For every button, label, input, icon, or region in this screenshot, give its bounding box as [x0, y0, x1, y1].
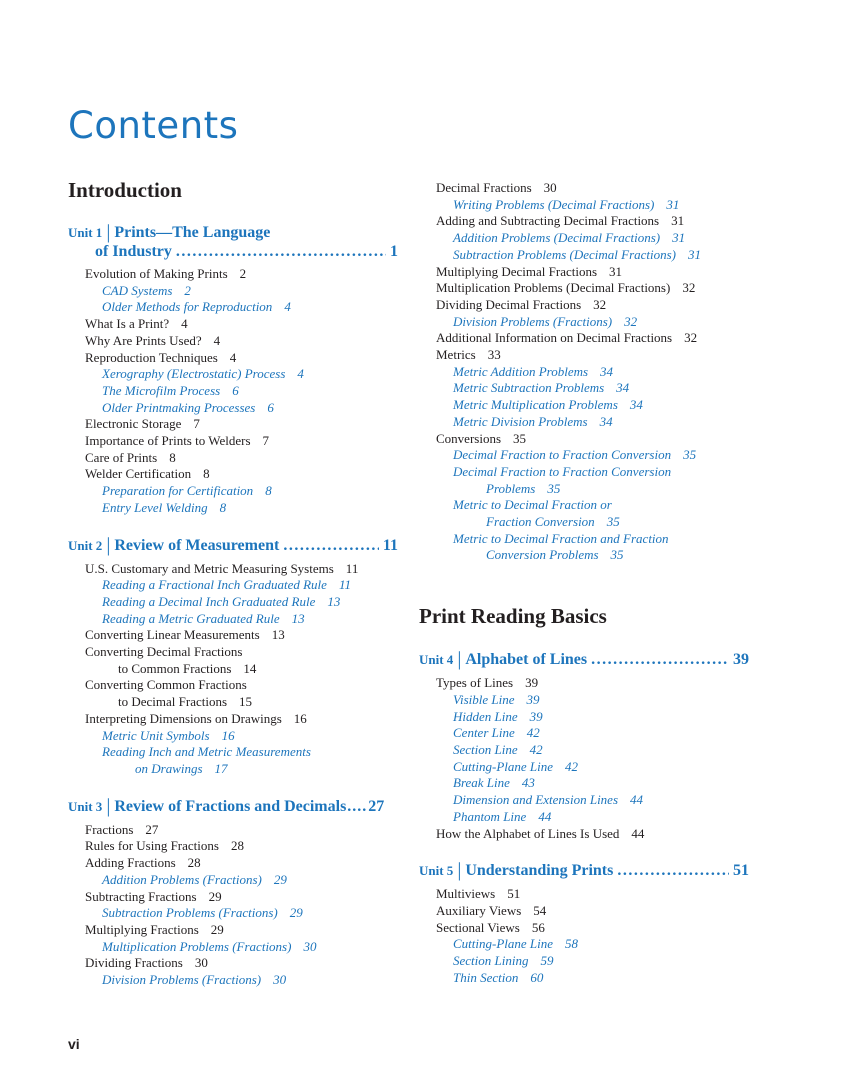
toc-entry[interactable]: Why Are Prints Used? 4 — [85, 332, 221, 348]
toc-entry-continued[interactable]: to Decimal Fractions 15 — [118, 694, 253, 710]
unit-page: 11 — [382, 536, 398, 554]
toc-entry[interactable]: Adding and Subtracting Decimal Fractions 31 — [436, 213, 685, 229]
toc-subentry[interactable]: Multiplication Problems (Fractions) 30 — [102, 938, 317, 954]
toc-entry[interactable]: Multiplication Problems (Decimal Fractions) 32 — [436, 280, 696, 296]
toc-subentry[interactable]: Visible Line 39 — [453, 691, 540, 707]
toc-subentry[interactable]: Metric to Decimal Fraction and Fraction — [453, 530, 669, 546]
toc-subentry[interactable]: Metric Subtraction Problems 34 — [453, 380, 630, 396]
toc-entry[interactable]: Multiplying Decimal Fractions 31 — [436, 263, 623, 279]
toc-subentry[interactable]: Subtraction Problems (Fractions) 29 — [102, 905, 303, 921]
toc-subentry[interactable]: Decimal Fraction to Fraction Conversion 35 — [453, 447, 697, 463]
toc-subentry[interactable]: Metric Division Problems 34 — [453, 413, 613, 429]
toc-entry[interactable]: Interpreting Dimensions on Drawings 16 — [85, 710, 307, 726]
unit-1-entries — [68, 266, 398, 517]
toc-subentry[interactable]: Break Line 43 — [453, 775, 535, 791]
toc-entry[interactable]: Rules for Using Fractions 28 — [85, 838, 244, 854]
toc-subentry[interactable]: Cutting-Plane Line 58 — [453, 936, 579, 952]
toc-subentry[interactable]: Preparation for Certification 8 — [102, 483, 272, 499]
unit-title-continued: of Industry — [95, 243, 172, 260]
unit-3-heading[interactable]: Unit 3 | Review of Fractions and Decimals ..... 27 — [68, 794, 398, 817]
toc-subentry[interactable]: Reading Inch and Metric Measurements — [102, 744, 311, 760]
toc-subentry[interactable]: Dimension and Extension Lines 44 — [453, 792, 644, 808]
unit-title: Alphabet of Lines — [465, 651, 588, 669]
section-heading-introduction: Introduction — [68, 178, 182, 202]
unit-page: 39 — [733, 651, 749, 669]
toc-subentry[interactable]: Cutting-Plane Line 42 — [453, 758, 579, 774]
unit-1-heading[interactable]: Unit 1 | Prints—The Language of Industry ..... 1 — [68, 220, 398, 261]
toc-subentry-continued[interactable]: on Drawings 17 — [135, 760, 228, 776]
toc-entry[interactable]: Decimal Fractions 30 — [436, 180, 557, 195]
toc-subentry[interactable]: Entry Level Welding 8 — [102, 499, 227, 515]
toc-entry[interactable]: Additional Information on Decimal Fractions 32 — [436, 330, 698, 346]
toc-subentry-continued[interactable]: Conversion Problems 35 — [486, 547, 624, 563]
toc-entry[interactable]: Subtracting Fractions 29 — [85, 888, 222, 904]
unit-title: Review of Measurement — [114, 536, 280, 554]
toc-subentry[interactable]: Section Line 42 — [453, 741, 543, 757]
toc-subentry[interactable]: Metric Addition Problems 34 — [453, 363, 614, 379]
unit-2-entries — [68, 561, 398, 778]
toc-subentry[interactable]: Thin Section 60 — [453, 969, 544, 985]
unit-label: Unit 3 — [68, 798, 103, 814]
toc-subentry-continued[interactable]: Fraction Conversion 35 — [486, 514, 620, 530]
toc-subentry[interactable]: Hidden Line 39 — [453, 708, 543, 724]
toc-subentry[interactable]: Xerography (Electrostatic) Process 4 — [102, 366, 304, 382]
unit-title: Review of Fractions and Decimals — [114, 797, 347, 815]
toc-entry[interactable]: Auxiliary Views 54 — [436, 902, 547, 918]
toc-entry[interactable]: Electronic Storage 7 — [85, 416, 200, 432]
toc-entry[interactable]: Evolution of Making Prints 2 — [85, 266, 247, 281]
toc-entry[interactable]: Converting Decimal Fractions — [85, 644, 243, 660]
unit-page: 1 — [390, 243, 398, 260]
toc-entry-continued[interactable]: to Common Fractions 14 — [118, 660, 257, 676]
toc-subentry[interactable]: Writing Problems (Decimal Fractions) 31 — [453, 196, 680, 212]
toc-subentry[interactable]: Center Line 42 — [453, 725, 540, 741]
toc-subentry[interactable]: Phantom Line 44 — [453, 808, 552, 824]
toc-entry[interactable]: How the Alphabet of Lines Is Used 44 — [436, 825, 645, 841]
toc-entry[interactable]: Sectional Views 56 — [436, 919, 545, 935]
section-heading-print-reading-basics: Print Reading Basics — [419, 604, 607, 629]
unit-5-heading[interactable]: Unit 5 | Understanding Prints ..... 51 — [419, 858, 749, 881]
toc-right-column — [419, 180, 749, 986]
toc-entry[interactable]: Fractions 27 — [85, 821, 159, 837]
toc-entry[interactable]: Multiplying Fractions 29 — [85, 921, 224, 937]
toc-subentry[interactable]: Division Problems (Fractions) 32 — [453, 313, 638, 329]
toc-subentry[interactable]: Older Printmaking Processes 6 — [102, 399, 274, 415]
toc-entry[interactable]: U.S. Customary and Metric Measuring Systems 11 — [85, 560, 359, 576]
toc-left-column — [68, 178, 398, 989]
toc-entry[interactable]: Care of Prints 8 — [85, 449, 176, 465]
unit-title: Prints—The Language — [114, 224, 271, 241]
page-title: Contents — [68, 104, 239, 147]
toc-subentry[interactable]: Metric Unit Symbols 16 — [102, 727, 235, 743]
toc-subentry[interactable]: Metric Multiplication Problems 34 — [453, 397, 643, 413]
unit-label: Unit 4 — [419, 652, 454, 668]
toc-subentry[interactable]: Section Lining 59 — [453, 953, 554, 969]
unit-5-entries — [419, 886, 749, 986]
toc-entry[interactable]: Adding Fractions 28 — [85, 855, 201, 871]
unit-label: Unit 5 — [419, 863, 454, 879]
toc-subentry[interactable]: Division Problems (Fractions) 30 — [102, 972, 287, 988]
toc-subentry[interactable]: Reading a Metric Graduated Rule 13 — [102, 610, 305, 626]
toc-entry[interactable]: Welder Certification 8 — [85, 466, 210, 482]
page-number: vi — [68, 1036, 80, 1052]
toc-entry[interactable]: Dividing Decimal Fractions 32 — [436, 296, 607, 312]
unit-page: 51 — [733, 862, 749, 880]
unit-2-heading[interactable]: Unit 2 | Review of Measurement ..... 11 — [68, 533, 398, 556]
toc-subentry[interactable]: The Microfilm Process 6 — [102, 382, 239, 398]
toc-subentry-continued[interactable]: Problems 35 — [486, 480, 561, 496]
toc-subentry[interactable]: Addition Problems (Fractions) 29 — [102, 871, 287, 887]
unit-3-entries — [68, 822, 398, 989]
toc-entry[interactable]: Multiviews 51 — [436, 886, 521, 902]
toc-subentry[interactable]: Decimal Fraction to Fraction Conversion — [453, 463, 672, 479]
toc-entry[interactable]: Conversions 35 — [436, 430, 526, 446]
unit-4-entries — [419, 675, 749, 842]
toc-subentry[interactable]: Subtraction Problems (Decimal Fractions) 31 — [453, 246, 702, 262]
toc-entry[interactable]: Reproduction Techniques 4 — [85, 349, 237, 365]
toc-entry[interactable]: Converting Common Fractions — [85, 677, 247, 693]
toc-entry[interactable]: Metrics 33 — [436, 347, 501, 363]
toc-subentry[interactable]: Reading a Fractional Inch Graduated Rule 11 — [102, 577, 351, 593]
toc-entry[interactable]: Types of Lines 39 — [436, 675, 539, 691]
toc-subentry[interactable]: CAD Systems 2 — [102, 282, 191, 298]
unit-label: Unit 1 — [68, 225, 103, 240]
toc-subentry[interactable]: Addition Problems (Decimal Fractions) 31 — [453, 230, 686, 246]
toc-entry[interactable]: Dividing Fractions 30 — [85, 955, 208, 971]
unit-3-entries-continued — [419, 180, 749, 564]
toc-entry[interactable]: Importance of Prints to Welders 7 — [85, 433, 270, 449]
toc-subentry[interactable]: Metric to Decimal Fraction or — [453, 497, 612, 513]
toc-entry[interactable]: What Is a Print? 4 — [85, 316, 188, 332]
unit-4-heading[interactable]: Unit 4 | Alphabet of Lines ..... 39 — [419, 647, 749, 670]
toc-entry[interactable]: Converting Linear Measurements 13 — [85, 627, 285, 643]
unit-label: Unit 2 — [68, 537, 103, 553]
toc-subentry[interactable]: Reading a Decimal Inch Graduated Rule 13 — [102, 593, 341, 609]
unit-page: 27 — [368, 797, 385, 815]
unit-title: Understanding Prints — [465, 862, 614, 880]
toc-subentry[interactable]: Older Methods for Reproduction 4 — [102, 299, 291, 315]
